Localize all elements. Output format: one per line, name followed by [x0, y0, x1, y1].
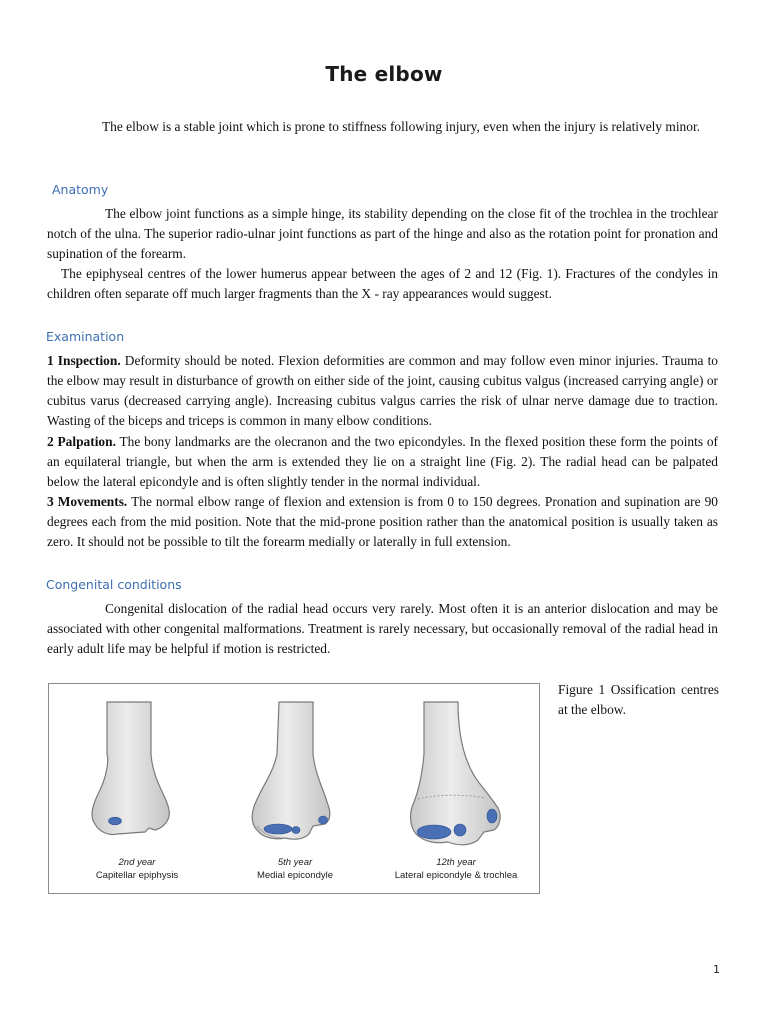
anatomy-paragraph-1: The elbow joint functions as a simple hinge, its stability depending on the close fit of the trochlea in the trochlear notch of the ulna. The superior radio-ulnar joint functions as part of the hinge and also as the rotation point for pronation and supination of the forearm. [47, 206, 718, 261]
movements-paragraph [47, 492, 718, 552]
panel-year-label: 5th year [277, 857, 313, 868]
panel-year-label: 12th year [436, 857, 476, 868]
anatomy-paragraph-2: The epiphyseal centres of the lower humerus appear between the ages of 2 and 12 (Fig. 1). Fractures of the condyles in children often separate off much larger fragments than the X - ray appearances would suggest. [47, 266, 718, 301]
palpation-text: The bony landmarks are the olecranon and the two epicondyles. In the flexed position these form the points of an equilateral triangle, but when the arm is extended they lie on a straight line (Fig. 2). The radial head can be palpated below the lateral epicondyle and is often slightly tender in the normal individual. [47, 434, 719, 489]
page-title: The elbow [325, 62, 443, 86]
anatomy-heading: Anatomy [52, 182, 109, 197]
inspection-paragraph [47, 351, 718, 431]
figure-panel-2nd-year [55, 684, 219, 893]
congenital-heading: Congenital conditions [46, 577, 182, 592]
figure-caption: Figure 1 Ossification centres at the elbow. [558, 682, 719, 717]
movements-lead: 3 Movements. [47, 494, 128, 509]
examination-heading: Examination [46, 329, 125, 344]
panel-caption-label: Capitellar epiphysis [95, 870, 179, 881]
panel-caption-label: Lateral epicondyle & trochlea [394, 870, 518, 881]
movements-text: The normal elbow range of flexion and extension is from 0 to 150 degrees. Pronation and supination are 90 degrees each from the mid position. Note that the mid-prone position rather than the anatomical position is usually taken as zero. It should not be possible to tilt the forearm medially or laterally in full extension. [47, 494, 718, 549]
congenital-paragraph: Congenital dislocation of the radial head occurs very rarely. Most often it is an anterior dislocation and may be associated with other congenital malformations. Treatment is rarely necessary, but occasionally removal of the radial head in early adult life may be helpful if motion is restricted. [47, 601, 718, 656]
panel-year-label: 2nd year [118, 857, 156, 868]
page-number: 1 [713, 963, 720, 976]
figure-panel-5th-year [213, 684, 377, 893]
palpation-lead: 2 Palpation. [47, 434, 116, 449]
inspection-lead: 1 Inspection. [47, 353, 121, 368]
panel-caption-label: Medial epicondyle [256, 870, 334, 881]
figure-panel-12th-year [374, 684, 538, 893]
intro-paragraph: The elbow is a stable joint which is prone to stiffness following injury, even when the injury is relatively minor. [102, 119, 701, 134]
palpation-paragraph [47, 432, 718, 492]
inspection-text: Deformity should be noted. Flexion deformities are common and may follow even minor injuries. Trauma to the elbow may result in disturbance of growth on either side of the joint, causing cubitus valgus (increased carrying angle) or cubitus varus (decreased carrying angle). Increasing cubitus valgus carries the risk of ulnar nerve damage due to traction. Wasting of the biceps and triceps is common in many elbow conditions. [47, 353, 719, 428]
figure-1 [48, 683, 540, 894]
